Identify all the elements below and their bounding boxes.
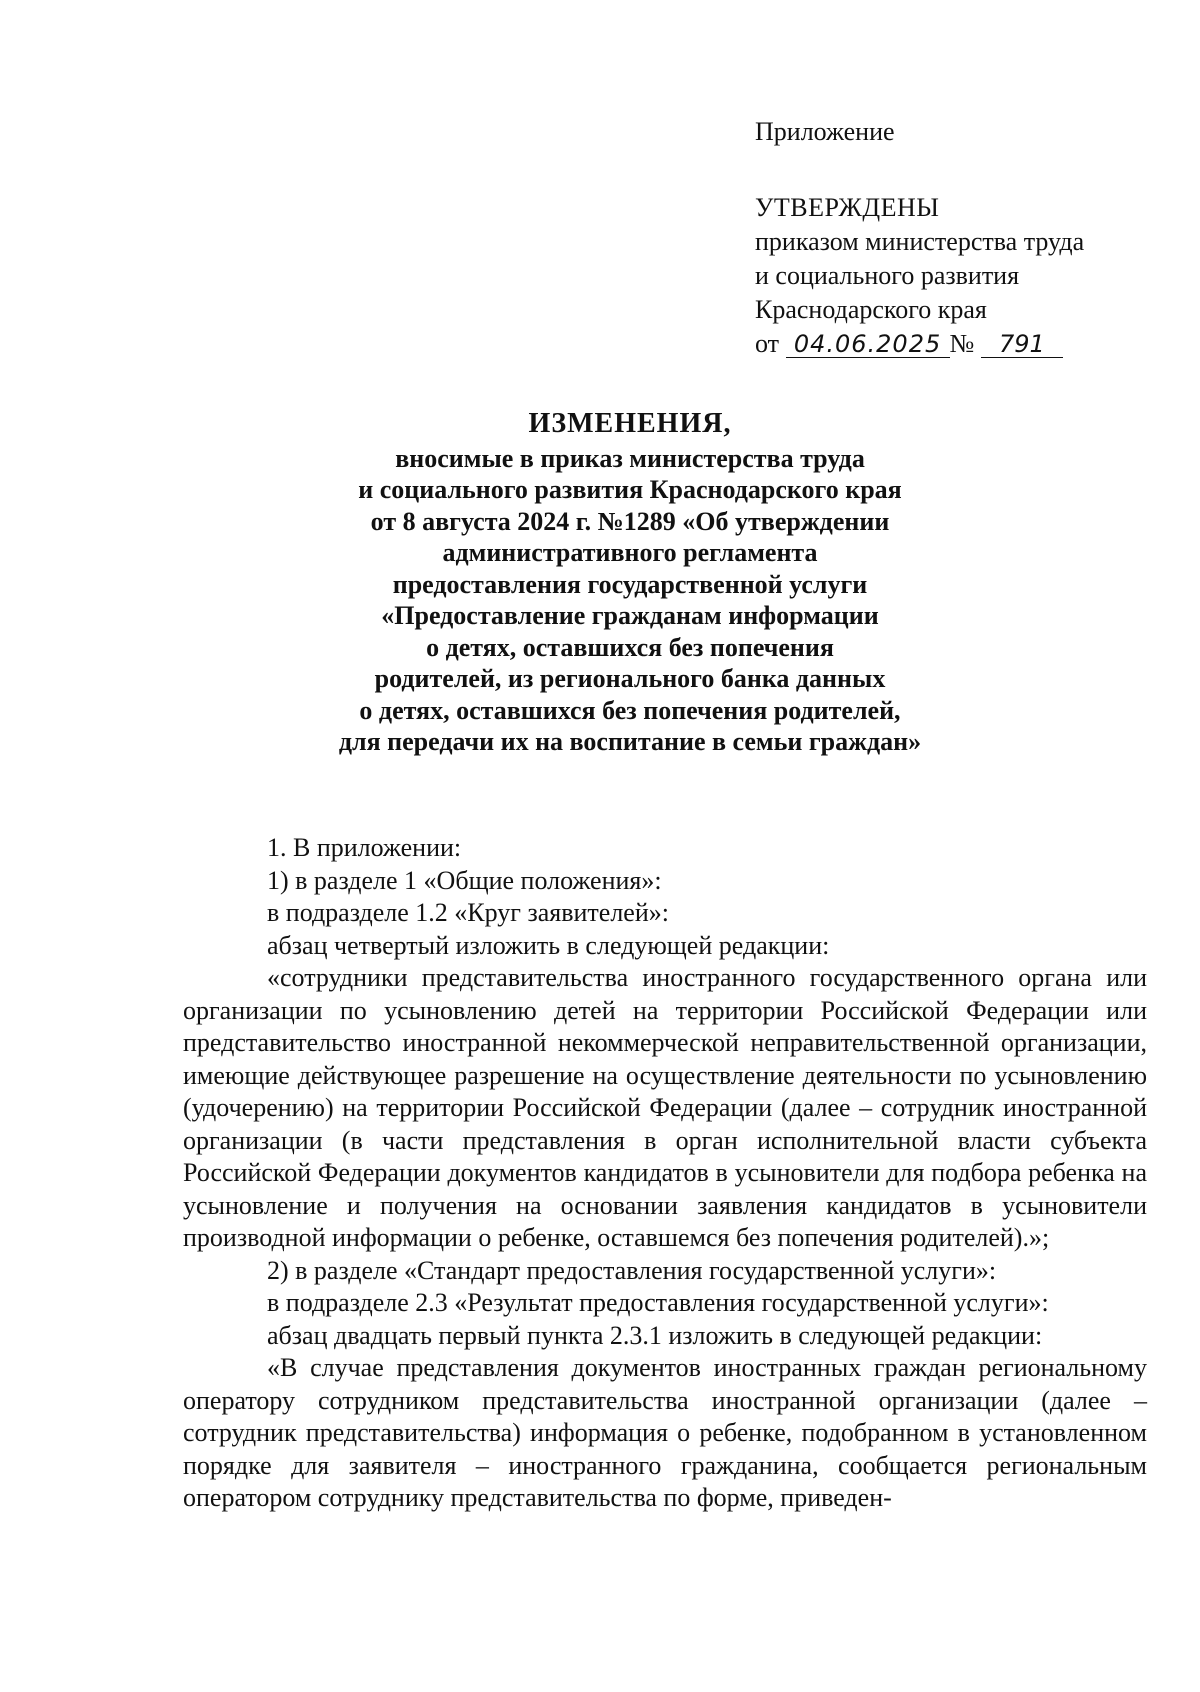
title-line: о детях, оставшихся без попечения	[426, 632, 834, 662]
paragraph: «В случае представления документов иностранных граждан региональному оператору сотрудником представительства иностранной организации (далее – сотрудник представительства) информация о ребенке, подобранном в установленном порядке для заявителя – иностранного гражданина, сообщается региональным оператором сотруднику представительства по форме, приведен-	[183, 1353, 1147, 1512]
title-main: ИЗМЕНЕНИЯ,	[528, 408, 732, 439]
document-title	[280, 408, 980, 758]
approved-heading: УТВЕРЖДЕНЫ	[755, 193, 940, 222]
paragraph: «сотрудники представительства иностранного государственного органа или организации по усыновлению детей на территории Российской Федерации или представительство иностранной некоммерческой неправительственной организации, имеющие действующее разрешение на осуществление деятельности по усыновлению (удочерению) на территории Российской Федерации (далее – сотрудник иностранной организации (в части представления в орган исполнительной власти субъекта Российской Федерации документов кандидатов в усыновители для подбора ребенка на усыновление и получения на основании заявления кандидатов в усыновители производной информации о ребенке, оставшемся без попечения родителей).»;	[183, 963, 1147, 1252]
title-line: для передачи их на воспитание в семьи граждан»	[338, 727, 922, 756]
approval-line-2: и социального развития	[755, 261, 1020, 290]
date-number-line	[755, 327, 1175, 361]
paragraph: абзац четвертый изложить в следующей редакции:	[267, 930, 830, 960]
paragraph: абзац двадцать первый пункта 2.3.1 изложить в следующей редакции:	[267, 1320, 1043, 1350]
title-line: административного регламента	[442, 538, 818, 567]
date-prefix: от	[755, 329, 780, 358]
title-line: «Предоставление гражданам информации	[381, 601, 879, 630]
approval-line-3: Краснодарского края	[755, 295, 987, 324]
paragraph: 2) в разделе «Стандарт предоставления государственной услуги»:	[267, 1255, 997, 1285]
paragraph: 1) в разделе 1 «Общие положения»:	[267, 865, 662, 895]
title-line: от 8 августа 2024 г. №1289 «Об утверждении	[370, 506, 890, 536]
paragraph: 1. В приложении:	[267, 833, 462, 862]
annex-label: Приложение	[755, 117, 895, 146]
approval-line-1: приказом министерства труда	[755, 227, 1085, 256]
title-line: предоставления государственной услуги	[392, 569, 868, 599]
title-line: родителей, из регионального банка данных	[374, 664, 886, 693]
approval-block	[755, 115, 1175, 361]
handwritten-number: 791	[981, 331, 1063, 358]
handwritten-date: 04.06.2025	[786, 331, 950, 358]
paragraph: в подразделе 1.2 «Круг заявителей»:	[267, 898, 669, 927]
title-line: о детях, оставшихся без попечения родителей,	[359, 695, 901, 725]
title-line: вносимые в приказ министерства труда	[395, 443, 865, 473]
title-line: и социального развития Краснодарского края	[358, 475, 902, 504]
paragraph: в подразделе 2.3 «Результат предоставления государственной услуги»:	[267, 1288, 1049, 1317]
number-sign: №	[949, 329, 975, 358]
document-body	[183, 832, 1147, 1515]
